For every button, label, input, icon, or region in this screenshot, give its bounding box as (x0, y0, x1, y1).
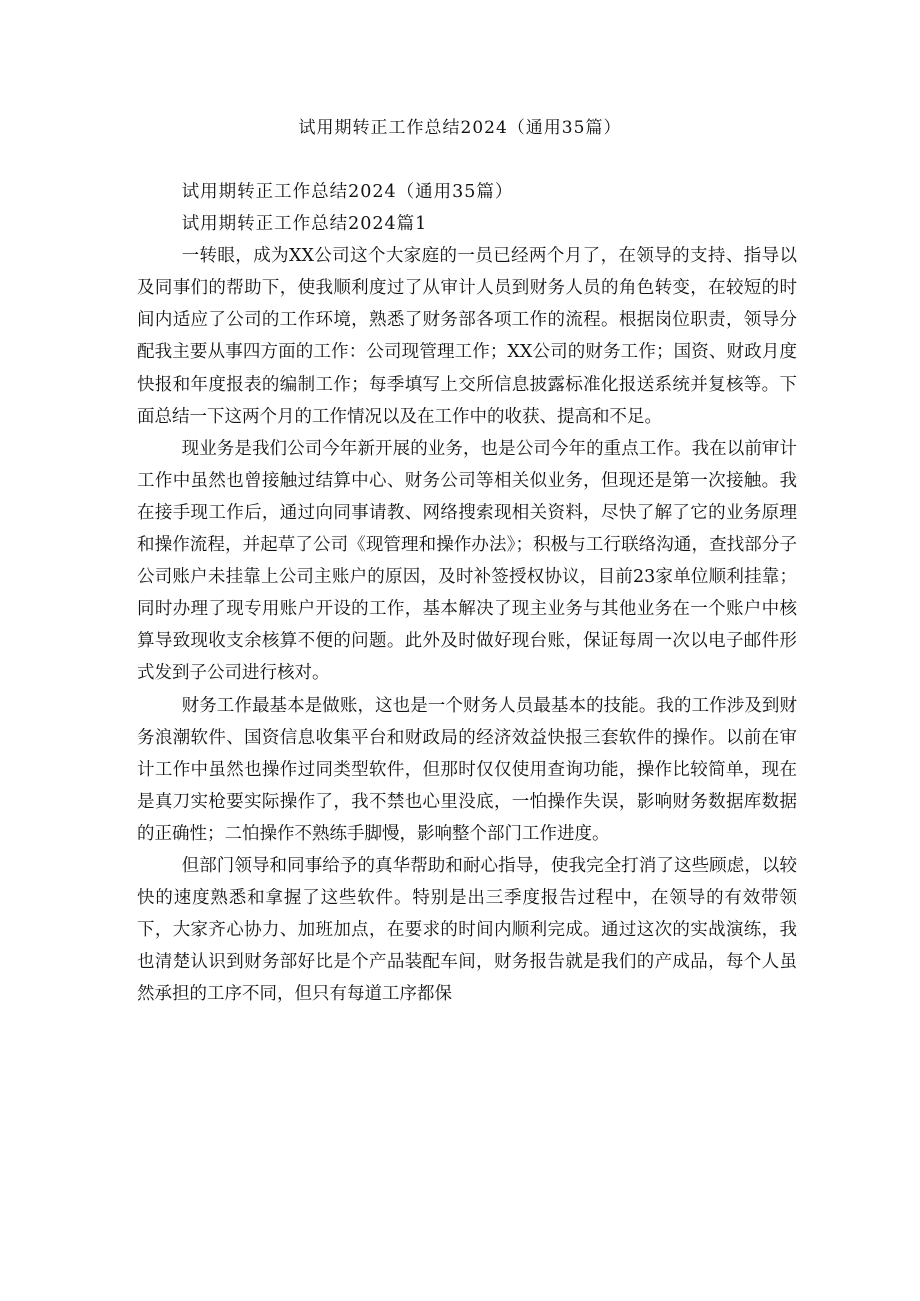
section-heading: 试用期转正工作总结2024篇1 (181, 214, 428, 235)
body-paragraph-1: 一转眼，成为XX公司这个大家庭的一员已经两个月了，在领导的支持、指导以及同事们的帮助下，使我顺利度过了从审计人员到财务人员的角色转变，在较短的时间内适应了公司的工作环境，熟悉了财务部各项工作的流程。根据岗位职责，领导分配我主要从事四方面的工作：公司现管理工作；XX公司的财务工作；国资、财政月度快报和年度报表的编制工作；每季填写上交所信息披露标准化报送系统并复核等。下面总结一下这两个月的工作情况以及在工作中的收获、提高和不足。 (137, 246, 797, 427)
document-subtitle: 试用期转正工作总结2024（通用35篇） (181, 182, 514, 202)
body-paragraph-2: 现业务是我们公司今年新开展的业务，也是公司今年的重点工作。我在以前审计工作中虽然也曾接触过结算中心、财务公司等相关似业务，但现还是第一次接触。我在接手现工作后，通过向同事请教、网络搜索现相关资料，尽快了解了它的业务原理和操作流程，并起草了公司《现管理和操作办法》；积极与工行联络沟通，查找部分子公司账户未挂靠上公司主账户的原因，及时补签授权协议，目前23家单位顺利挂靠；同时办理了现专用账户开设的工作，基本解决了现主业务与其他业务在一个账户中核算导致现收支余核算不便的问题。此外及时做好现台账，保证每周一次以电子邮件形式发到子公司进行核对。 (137, 438, 797, 684)
body-paragraph-3: 财务工作最基本是做账，这也是一个财务人员最基本的技能。我的工作涉及到财务浪潮软件、国资信息收集平台和财政局的经济效益快报三套软件的操作。以前在审计工作中虽然也操作过同类型软件，但那时仅仅使用查询功能，操作比较简单，现在是真刀实枪要实际操作了，我不禁也心里没底，一怕操作失误，影响财务数据库数据的正确性；二怕操作不熟练手脚慢，影响整个部门工作进度。 (137, 695, 797, 844)
document-title: 试用期转正工作总结2024（通用35篇） (298, 118, 622, 138)
body-paragraph-4: 但部门领导和同事给予的真华帮助和耐心指导，使我完全打消了这些顾虑，以较快的速度熟悉和拿握了这些软件。特别是出三季度报告过程中，在领导的有效带领下，大家齐心协力、加班加点，在要求的时间内顺利完成。通过这次的实战演练，我也清楚认识到财务部好比是个产品装配车间，财务报告就是我们的产成品，每个人虽然承担的工序不同，但只有每道工序都保 (137, 855, 797, 1005)
document-body (137, 176, 797, 1010)
